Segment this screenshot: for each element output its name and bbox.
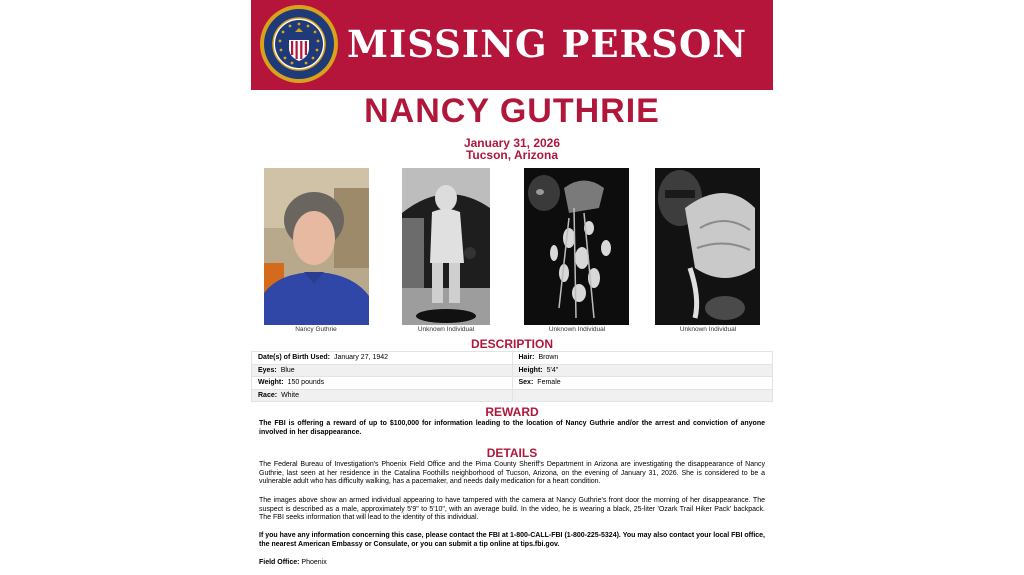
reward-heading: REWARD (485, 405, 539, 419)
table-cell: Race: White (252, 389, 513, 402)
table-cell: Hair: Brown (512, 352, 773, 365)
reward-text: The FBI is offering a reward of up to $100,000 for information leading to the location of Nancy Guthrie and/or the arrest and conviction of anyone involved in her disappearance. (259, 420, 765, 436)
photo-caption: Unknown Individual (417, 326, 475, 333)
photo-unknown-individual-3 (655, 168, 760, 325)
field-office-label: Field Office: (259, 559, 300, 566)
table-row (252, 352, 773, 365)
fbi-seal-icon (259, 4, 339, 84)
photo-caption: Unknown Individual (548, 326, 606, 333)
subject-name: NANCY GUTHRIE (364, 92, 660, 130)
photo-unknown-individual-2 (524, 168, 629, 325)
table-cell: Weight: 150 pounds (252, 377, 513, 390)
description-table (251, 351, 773, 402)
photo-unknown-individual-1 (402, 168, 490, 325)
missing-person-poster (251, 0, 773, 575)
photo-nancy-guthrie (264, 168, 369, 325)
banner-title: MISSING PERSON (347, 22, 748, 66)
table-row (252, 389, 773, 402)
disappearance-place: Tucson, Arizona (465, 148, 558, 162)
header-banner (251, 0, 773, 90)
table-cell (512, 389, 773, 402)
description-heading: DESCRIPTION (470, 337, 553, 351)
table-row (252, 364, 773, 377)
disappearance-date: January 31, 2026 (463, 136, 561, 150)
table-cell: Eyes: Blue (252, 364, 513, 377)
field-office (259, 559, 765, 568)
table-cell: Height: 5'4" (512, 364, 773, 377)
photo-caption: Nancy Guthrie (295, 326, 337, 333)
table-cell: Date(s) of Birth Used: January 27, 1942 (252, 352, 513, 365)
details-paragraph-1: The Federal Bureau of Investigation's Phoenix Field Office and the Pima County Sheriff's Department in Arizona are investigating the disappearance of Nancy Guthrie, last seen at her residence in the Catalina Foothills neighborhood of Tucson, Arizona, on the evening of January 31, 2026. She is considered to be a vulnerable adult who has difficulty walking, has a pacemaker, and needs daily medication for a heart condition. (259, 461, 765, 486)
table-cell: Sex: Female (512, 377, 773, 390)
details-paragraph-2: The images above show an armed individual appearing to have tampered with the camera at Nancy Guthrie's front door the morning of her disappearance. The suspect is described as a male, approximately 5'9" to 5'10", with an average build. In the video, he is wearing a black, 25-liter 'Ozark Trail Hiker Pack' backpack. The FBI seeks information that will lead to the identity of this individual. (259, 497, 765, 522)
details-heading: DETAILS (486, 446, 538, 460)
field-office-value: Phoenix (301, 559, 327, 566)
photo-caption: Unknown Individual (679, 326, 737, 333)
contact-paragraph: If you have any information concerning this case, please contact the FBI at 1-800-CALL-FBI (1-800-225-5324). You may also contact your local FBI office, the nearest American Embassy or Consulate, or you can submit a tip online at tips.fbi.gov. (259, 532, 765, 548)
table-row (252, 377, 773, 390)
